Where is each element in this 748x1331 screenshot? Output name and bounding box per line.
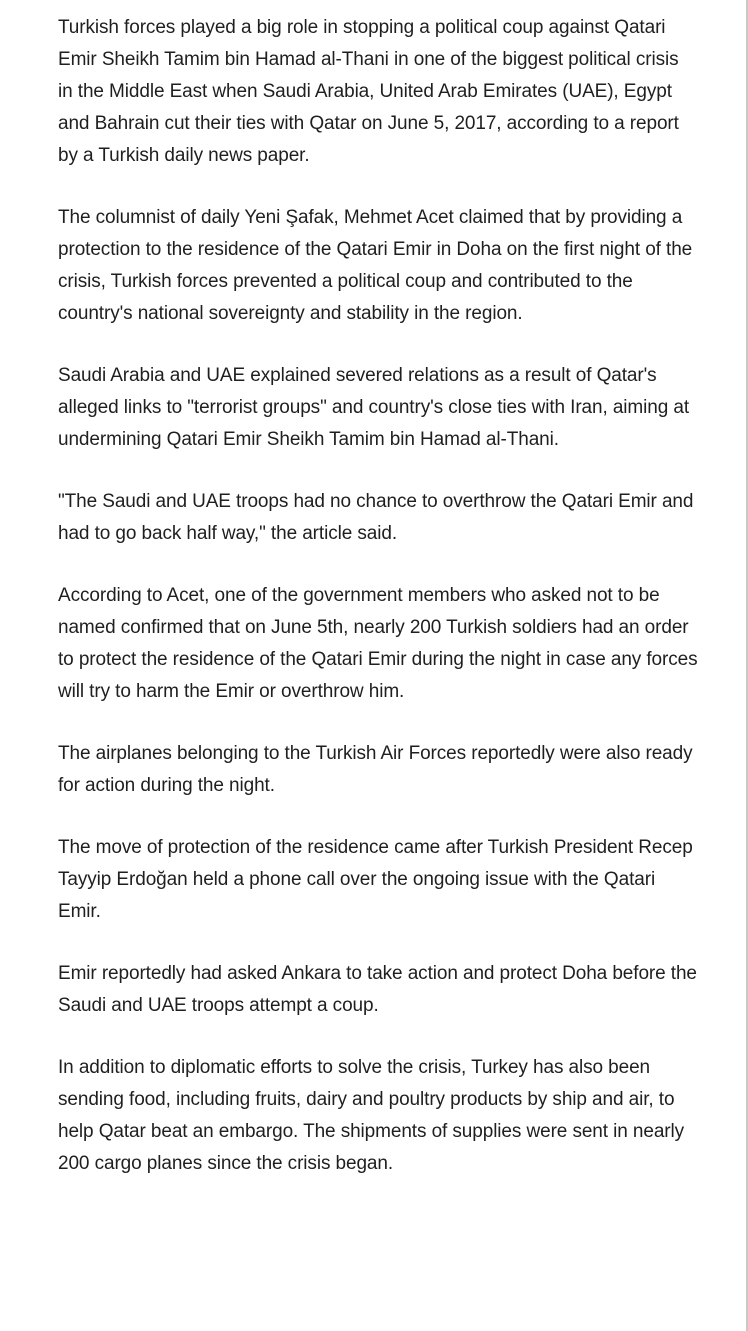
article-paragraph-1: Turkish forces played a big role in stopping a political coup against Qatari Emir Sheikh Tamim bin Hamad al-Thani in one of the biggest political crisis in the Middle East when Saudi Arabia, United Arab Emirates (UAE), Egypt and Bahrain cut their ties with Qatar on June 5, 2017, according to a report by a Turkish daily news paper. (58, 17, 679, 166)
article-paragraph-3: Saudi Arabia and UAE explained severed relations as a result of Qatar's alleged links to "terrorist groups" and country's close ties with Iran, aiming at undermining Qatari Emir Sheikh Tamim bin Hamad al-Thani. (58, 365, 690, 450)
article-paragraph-8: Emir reportedly had asked Ankara to take action and protect Doha before the Saudi and UAE troops attempt a coup. (58, 963, 697, 1016)
article-body (58, 12, 698, 1210)
article-paragraph-9: In addition to diplomatic efforts to solve the crisis, Turkey has also been sending food, including fruits, dairy and poultry products by ship and air, to help Qatar beat an embargo. The shipments of supplies were sent in nearly 200 cargo planes since the crisis began. (58, 1057, 685, 1174)
article-paragraph-7: The move of protection of the residence came after Turkish President Recep Tayyip Erdoğan held a phone call over the ongoing issue with the Qatari Emir. (58, 837, 693, 922)
article-paragraph-4: "The Saudi and UAE troops had no chance to overthrow the Qatari Emir and had to go back half way," the article said. (58, 491, 694, 544)
article-paragraph-6: The airplanes belonging to the Turkish Air Forces reportedly were also ready for action during the night. (58, 743, 693, 796)
article-paragraph-2: The columnist of daily Yeni Şafak, Mehmet Acet claimed that by providing a protection to the residence of the Qatari Emir in Doha on the first night of the crisis, Turkish forces prevented a political coup and contributed to the country's national sovereignty and stability in the region. (58, 207, 693, 324)
article-paragraph-5: According to Acet, one of the government members who asked not to be named confirmed that on June 5th, nearly 200 Turkish soldiers had an order to protect the residence of the Qatari Emir during the night in case any forces will try to harm the Emir or overthrow him. (58, 585, 698, 702)
